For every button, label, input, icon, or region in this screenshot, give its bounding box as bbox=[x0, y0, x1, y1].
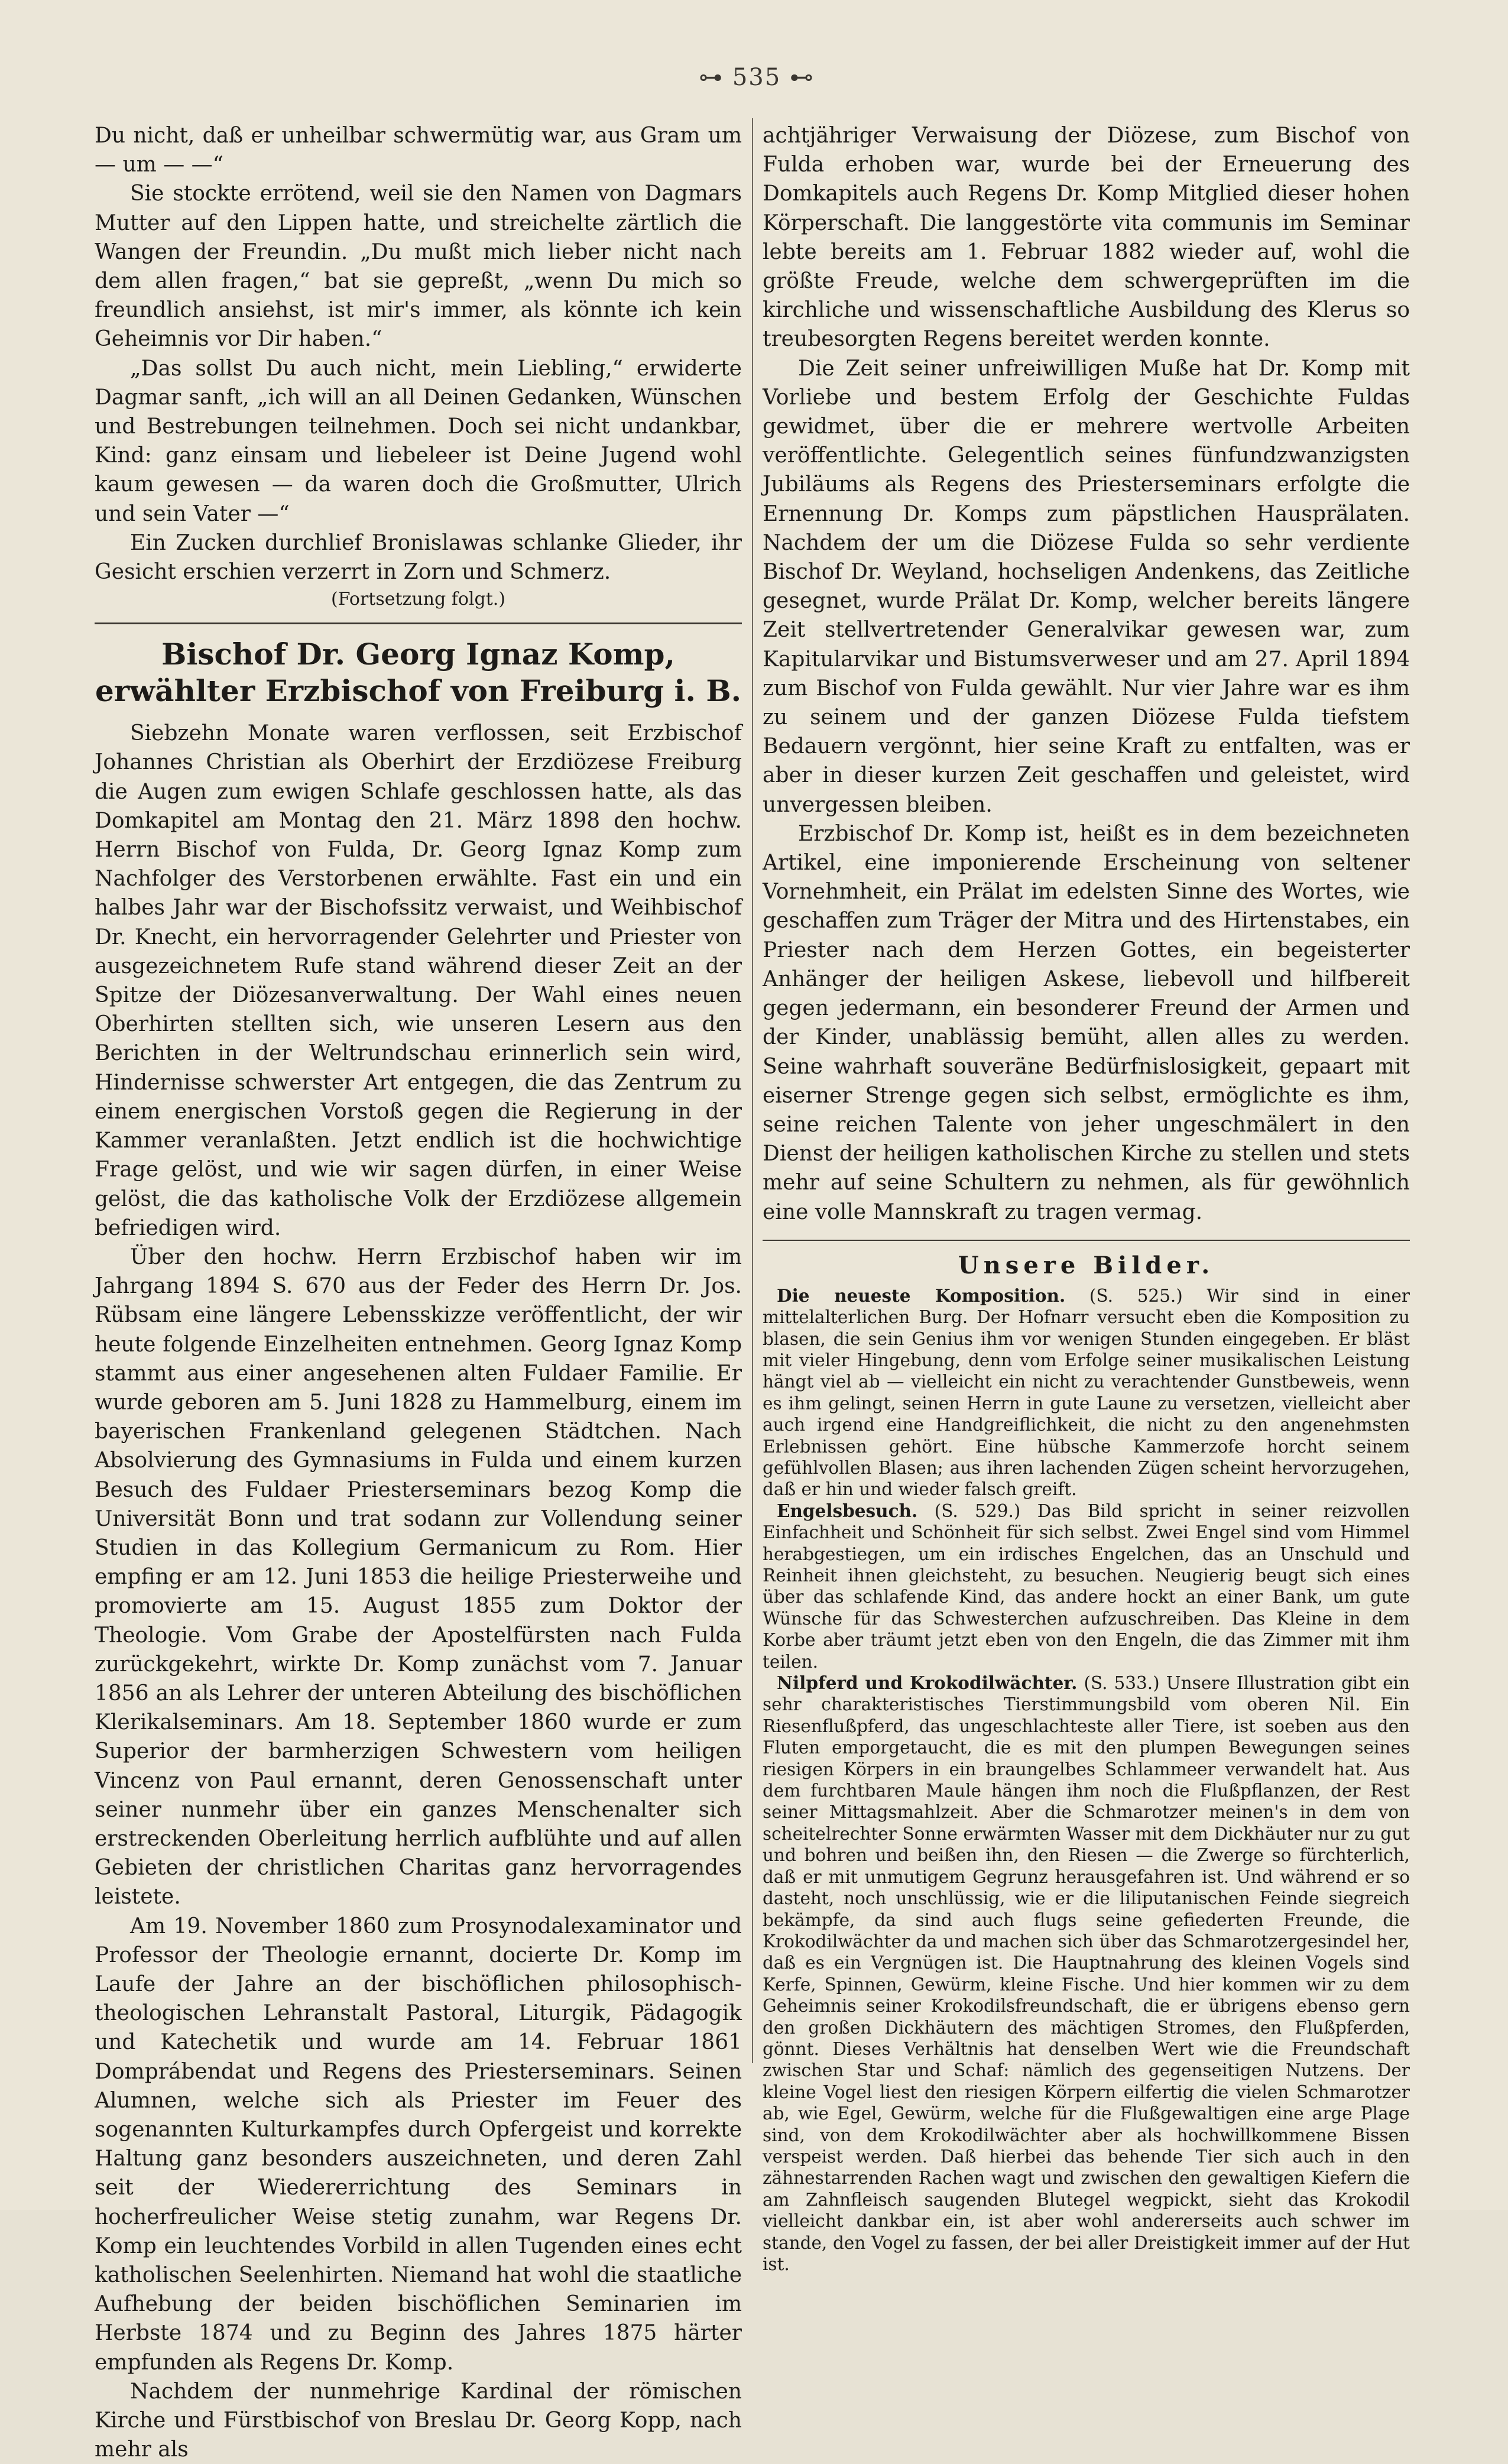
picture-caption-text: (S. 533.) Unsere Illustration gibt ein sehr charakteristisches Tierstimmungsbild vom oberen Nil. Ein Riesenflußpferd, das ungeschlachteste aller Tiere, ist soeben aus den Fluten emporgetaucht, die es mit den plumpen Bewegungen seines riesigen Körpers in ein braungelbes Schlammeer verwandelt hat. Aus dem furchtbaren Maule hängen ihm noch die Flußpflanzen, der Rest seiner Mittagsmahlzeit. Aber die Schmarotzer meinen's in dem von scheitelrechter Sonne erwärmten Wasser mit dem Dickhäuter nur zu gut und bohren und beißen ihn, den Riesen — die Zwerge so fürchterlich, daß er mit unmutigem Gegrunz herausgefahren ist. Und während er so dasteht, noch unschlüssig, wie er die liliputanischen Feinde siegreich bekämpfe, da sind auch flugs seine gefiederten Freunde, die Krokodilwächter da und machen sich über das Schmarotzergesindel her, daß es ein Vergnügen ist. Die Hauptnahrung des kleinen Vogels sind Kerfe, Spinnen, Gewürm, kleine Fische. Und hier kommen wir zu dem Geheimnis seiner Krokodilsfreundschaft, die er übrigens ebenso gern den großen Dickhäutern des mächtigen Stromes, den Flußpferden, gönnt. Dieses Verhältnis hat denselben Wert wie die Freundschaft zwischen Star und Schaf: nämlich des gegenseitigen Nutzens. Der kleine Vogel liest den riesigen Körpern eilfertig die vielen Schmarotzer ab, wie Egel, Gewürm, welche für die Flußgewaltigen eine arge Plage sind, von dem Krokodilwächter aber als hochwillkommene Bissen verspeist werden. Daß hierbei das behende Tier sich auch in den zähnestarrenden Rachen wagt und zwischen den gewaltigen Kiefern die am Zahnfleisch saugenden Blutegel wegpickt, sieht das Krokodil vielleicht dankbar ein, ist aber wohl andererseits auch schwer im stande, den Vogel zu fassen, der bei aller Dreistigkeit immer auf der Hut ist. bbox=[763, 1673, 1410, 2274]
picture-caption-lead: Die neueste Komposition. bbox=[777, 1285, 1066, 1306]
picture-description bbox=[763, 1285, 1410, 1500]
story-paragraph: „Das sollst Du auch nicht, mein Liebling,“ erwiderte Dagmar sanft, „ich will an all Deinen Gedanken, Wünschen und Bestrebungen teilnehmen. Doch sei nicht undankbar, Kind: ganz einsam und liebeleer ist Deine Jugend wohl kaum gewesen — da waren doch die Großmutter, Ulrich und sein Vater —“ bbox=[95, 356, 742, 526]
picture-caption-text: (S. 529.) Das Bild spricht in seiner reizvollen Einfachheit und Schönheit für sich selbst. Zwei Engel sind vom Himmel herabgestiegen, um ein irdisches Engelchen, das an Unschuld und Reinheit ihnen gleichsteht, zu besuchen. Neugierig beugt sich eines über das schlafende Kind, das andere hockt an einer Bank, um gute Wünsche für das Schwesterchen aufzuschreiben. Das Kleine in dem Korbe aber träumt jetzt eben von den Engeln, die das Zimmer mit ihm teilen. bbox=[763, 1500, 1410, 1672]
right-column bbox=[763, 121, 1410, 2275]
article-paragraph: Erzbischof Dr. Komp ist, heißt es in dem bezeichneten Artikel, eine imponierende Erscheinung von seltener Vornehmheit, ein Prälat im edelsten Sinne des Wortes, wie geschaffen zum Träger der Mitra und des Hirtenstabes, ein Priester nach dem Herzen Gottes, ein begeisterter Anhänger der heiligen Askese, liebevoll und hilfbereit gegen jedermann, ein besonderer Freund der Armen und der Kinder, unablässig bemüht, allen alles zu werden. Seine wahrhaft souveräne Bedürfnislosigkeit, gepaart mit eiserner Strenge gegen sich selbst, ermöglichte es ihm, seine reichen Talente von jeher ungeschmälert in den Dienst der heiligen katholischen Kirche zu stellen und stets mehr auf seine Schultern zu nehmen, als für gewöhnlich eine volle Mannskraft zu tragen vermag. bbox=[763, 821, 1410, 1224]
article-paragraph: Die Zeit seiner unfreiwilligen Muße hat Dr. Komp mit Vorliebe und bestem Erfolg der Geschichte Fuldas gewidmet, über die er mehrere wertvolle Arbeiten veröffentlichte. Gelegentlich seines fünfundzwanzigsten Jubiläums als Regens des Priesterseminars erfolgte die Ernennung Dr. Komps zum päpstlichen Hausprälaten. Nachdem der um die Diözese Fulda so sehr verdiente Bischof Dr. Weyland, hochseligen Andenkens, das Zeitliche gesegnet, wurde Prälat Dr. Komp, welcher bereits längere Zeit stellvertretender Generalvikar gewesen war, zum Kapitularvikar und Bistumsverweser und am 27. April 1894 zum Bischof von Fulda gewählt. Nur vier Jahre war es ihm zu seinem und der ganzen Diözese Fulda tiefstem Bedauern vergönnt, hier seine Kraft zu entfalten, was er aber in dieser kurzen Zeit geschaffen und geleistet, wird unvergessen bleiben. bbox=[763, 356, 1410, 817]
picture-caption-text: (S. 525.) Wir sind in einer mittelalterlichen Burg. Der Hofnarr versucht eben die Komposition zu blasen, die sein Genius ihm vor wenigen Stunden eingegeben. Er bläst mit vieler Hingebung, denn vom Erfolge seiner musikalischen Leistung hängt viel ab — vielleicht ein nicht zu verachtender Gunstbeweis, wenn es ihm gelingt, seinen Herrn in gute Laune zu versetzen, vielleicht aber auch irgend eine Handgreiflichkeit, die nicht zu den angenehmsten Erlebnissen gehört. Eine hübsche Kammerzofe horcht seinem gefühlvollen Blasen; aus ihren lachenden Zügen scheint hervorzugehen, daß er hin und wieder falsch greift. bbox=[763, 1285, 1410, 1500]
column-divider bbox=[752, 118, 753, 2063]
page-number: ⊶ 535 ⊷ bbox=[699, 64, 815, 91]
story-paragraph: Sie stockte errötend, weil sie den Namen von Dagmars Mutter auf den Lippen hatte, und streichelte zärtlich die Wangen der Freundin. „Du mußt mich lieber nicht nach dem allen fragen,“ bat sie gepreßt, „wenn Du mich so freundlich ansiehst, ist mir's immer, als könnte ich kein Geheimnis vor Dir haben.“ bbox=[95, 181, 742, 352]
article-paragraph: Am 19. November 1860 zum Prosynodalexaminator und Professor der Theologie ernannt, docierte Dr. Komp im Laufe der Jahre an der bischöflichen philosophisch-theologischen Lehranstalt Pastoral, Liturgik, Pädagogik und Katechetik und wurde am 14. Februar 1861 Domprábendat und Regens des Priesterseminars. Seinen Alumnen, welche sich als Priester im Feuer des sogenannten Kulturkampfes durch Opfergeist und korrekte Haltung ganz besonders auszeichneten, und deren Zahl seit der Wiedererrichtung des Seminars in hocherfreulicher Weise stetig zunahm, war Regens Dr. Komp ein leuchtendes Vorbild in allen Tugenden eines echt katholischen Seelenhirten. Niemand hat wohl die staatliche Aufhebung der beiden bischöflichen Seminarien im Herbste 1874 und zu Beginn des Jahres 1875 härter empfunden als Regens Dr. Komp. bbox=[95, 1914, 742, 2375]
left-column bbox=[95, 121, 742, 2464]
article-paragraph: Nachdem der nunmehrige Kardinal der römischen Kirche und Fürstbischof von Breslau Dr. Georg Kopp, nach mehr als bbox=[95, 2379, 742, 2462]
article-paragraph: Über den hochw. Herrn Erzbischof haben wir im Jahrgang 1894 S. 670 aus der Feder des Herrn Dr. Jos. Rübsam eine längere Lebensskizze veröffentlicht, der wir heute folgende Einzelheiten entnehmen. Georg Ignaz Komp stammt aus einer angesehenen alten Fuldaer Familie. Er wurde geboren am 5. Juni 1828 zu Hammelburg, einem im bayerischen Frankenland gelegenen Städtchen. Nach Absolvierung des Gymnasiums in Fulda und einem kurzen Besuch des Fuldaer Priesterseminars bezog Komp die Universität Bonn und trat sodann zur Vollendung seiner Studien in das Kollegium Germanicum zu Rom. Hier empfing er am 12. Juni 1853 die heilige Priesterweihe und promovierte am 15. August 1855 zum Doktor der Theologie. Vom Grabe der Apostelfürsten nach Fulda zurückgekehrt, wirkte Dr. Komp zunächst vom 7. Januar 1856 an als Lehrer der unteren Abteilung des bischöflichen Klerikalseminars. Am 18. September 1860 wurde er zum Superior der barmherzigen Schwestern vom heiligen Vincenz von Paul ernannt, deren Genossenschaft unter seiner nunmehr über ein ganzes Menschenalter sich erstreckenden Oberleitung herrlich aufblühte und auf allen Gebieten der christlichen Charitas ganz hervorragendes leistete. bbox=[95, 1244, 742, 1909]
continuation-note: (Fortsetzung folgt.) bbox=[331, 589, 505, 610]
section-title: Unsere Bilder. bbox=[958, 1251, 1215, 1279]
section-rule bbox=[95, 623, 742, 624]
picture-description bbox=[763, 1672, 1410, 2275]
story-paragraph: Ein Zucken durchlief Bronislawas schlanke Glieder, ihr Gesicht erschien verzerrt in Zorn und Schmerz. bbox=[95, 530, 742, 585]
article-paragraph: Siebzehn Monate waren verflossen, seit Erzbischof Johannes Christian als Oberhirt der Erzdiözese Freiburg die Augen zum ewigen Schlafe geschlossen hatte, als das Domkapitel am Montag den 21. März 1898 den hochw. Herrn Bischof von Fulda, Dr. Georg Ignaz Komp zum Nachfolger des Verstorbenen erwählte. Fast ein und ein halbes Jahr war der Bischofssitz verwaist, und Weihbischof Dr. Knecht, ein hervorragender Gelehrter und Priester von ausgezeichnetem Rufe stand während dieser Zeit an der Spitze der Diözesanverwaltung. Der Wahl eines neuen Oberhirten stellten sich, wie unseren Lesern aus den Berichten in der Weltrundschau erinnerlich sein wird, Hindernisse schwerster Art entgegen, die das Zentrum zu einem energischen Vorstoß gegen die Regierung in der Kammer veranlaßten. Jetzt endlich ist die hochwichtige Frage gelöst, und wie wir sagen dürfen, in einer Weise gelöst, die das katholische Volk der Erzdiözese allgemein befriedigen wird. bbox=[95, 721, 742, 1240]
article-paragraph: achtjähriger Verwaisung der Diözese, zum Bischof von Fulda erhoben war, wurde bei der Erneuerung des Domkapitels auch Regens Dr. Komp Mitglied dieser hohen Körperschaft. Die langgestörte vita communis im Seminar lebte bereits am 1. Februar 1882 wieder auf, wohl die größte Freude, welche dem schwergeprüften im die kirchliche und wissenschaftliche Ausbildung des Klerus so treubesorgten Regens bereitet werden konnte. bbox=[763, 124, 1410, 352]
story-paragraph: Du nicht, daß er unheilbar schwermütig war, aus Gram um — um — —“ bbox=[95, 124, 742, 177]
picture-caption-lead: Engelsbesuch. bbox=[777, 1500, 918, 1521]
article-title: Bischof Dr. Georg Ignaz Komp, erwählter Erzbischof von Freiburg i. B. bbox=[95, 637, 742, 709]
picture-caption-lead: Nilpferd und Krokodilwächter. bbox=[777, 1672, 1078, 1694]
section-rule bbox=[763, 1240, 1410, 1241]
picture-description bbox=[763, 1500, 1410, 1672]
